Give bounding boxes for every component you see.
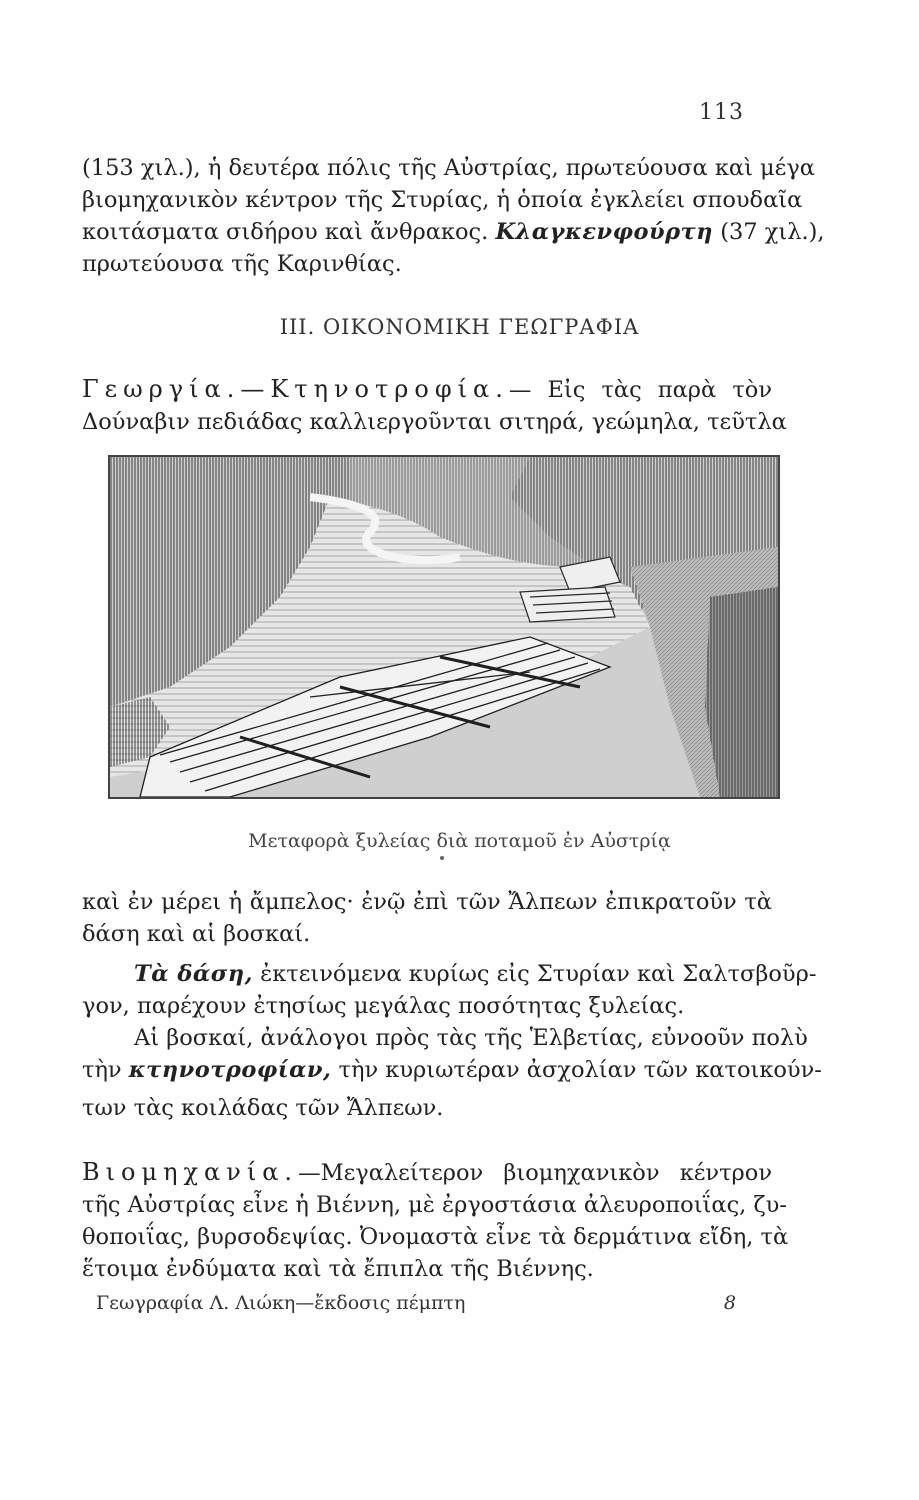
- text-line: τῆς Αὐστρίας εἶνε ἡ Βιέννη, μὲ ἐργοστάσια ἀλευροποιΐας, ζυ-: [82, 1192, 787, 1218]
- text-line: των τὰς κοιλάδας τῶν Ἄλπεων.: [82, 1095, 444, 1121]
- footer-publication: Γεωγραφία Λ. Λιώκη—ἔκδοσις πέμπτη: [96, 1292, 466, 1314]
- text-line: καὶ ἐν μέρει ἡ ἄμπελος· ἐνῷ ἐπὶ τῶν Ἄλπεων ἐπικρατοῦν τὰ: [82, 889, 772, 915]
- text-line: βιομηχανικὸν κέντρον τῆς Στυρίας, ἡ ὁποία ἐγκλείει σπουδαῖα: [82, 187, 803, 213]
- text-line: θοποιΐας, βυρσοδεψίας. Ὀνομαστὰ εἶνε τὰ δερμάτινα εἴδη, τὰ: [82, 1224, 789, 1250]
- text-line: Αἱ βοσκαί, ἀνάλογοι πρὸς τὰς τῆς Ἑλβετίας, εὐνοοῦν πολὺ: [134, 1025, 808, 1051]
- text-segment: τὴν κυριωτέραν ἀσχολίαν τῶν κατοικούν-: [338, 1057, 822, 1083]
- page-footer: [96, 1292, 736, 1314]
- text-line: δάση καὶ αἱ βοσκαί.: [82, 921, 311, 947]
- emphasized-term: κτηνοτροφίαν,: [128, 1057, 332, 1083]
- text-line: [82, 958, 817, 990]
- paragraph-vineyards: [82, 886, 772, 950]
- text-segment: ἐκτεινόμενα κυρίως εἰς Στυρίαν καὶ Σαλτσβοῦρ-: [260, 961, 817, 987]
- emphasized-term: Κλαγκενφούρτη: [495, 219, 714, 245]
- figure-caption: Μεταφορὰ ξυλείας διὰ ποταμοῦ ἐν Αὐστρίᾳ: [248, 830, 671, 852]
- text-segment: —Μεγαλείτερον βιομηχανικὸν κέντρον: [298, 1160, 772, 1186]
- text-line: (153 χιλ.), ἡ δευτέρα πόλις τῆς Αὐστρίας, πρωτεύουσα καὶ μέγα: [82, 155, 815, 181]
- text-line: πρωτεύουσα τῆς Καρινθίας.: [82, 251, 402, 277]
- text-line: γον, παρέχουν ἐτησίως μεγάλας ποσότητας ξυλείας.: [82, 993, 685, 1019]
- text-line: [82, 373, 772, 406]
- print-speck: [440, 856, 444, 860]
- text-line: Δούναβιν πεδιάδας καλλιεργοῦνται σιτηρά, γεώμηλα, τεῦτλα: [82, 409, 787, 435]
- text-segment: κοιτάσματα σιδήρου καὶ ἄνθρακος.: [82, 219, 489, 245]
- section-heading: Γεωργία.—Κτηνοτροφία.: [82, 375, 509, 403]
- text-segment: (37 χιλ.),: [720, 219, 825, 245]
- text-line: [82, 216, 825, 248]
- text-line: [82, 1156, 772, 1189]
- text-segment: τὴν: [82, 1057, 122, 1083]
- signature-mark: 8: [723, 1292, 736, 1314]
- paragraph-pastures: [82, 1022, 822, 1124]
- paragraph-agriculture: [82, 373, 787, 438]
- section-heading: Βιομηχανία.: [82, 1158, 299, 1186]
- paragraph-cities: [82, 152, 825, 280]
- engraving-image: [110, 457, 778, 797]
- page-number: 113: [699, 100, 744, 125]
- emphasized-term: Τὰ δάση,: [134, 961, 253, 987]
- illustration-timber-rafts: [108, 455, 780, 799]
- text-line: [82, 1054, 822, 1086]
- text-line: ἕτοιμα ἐνδύματα καὶ τὰ ἔπιπλα τῆς Βιέννης.: [82, 1256, 594, 1282]
- section-title: III. ΟΙΚΟΝΟΜΙΚΗ ΓΕΩΓΡΑΦΙΑ: [279, 315, 640, 339]
- paragraph-industry: [82, 1156, 789, 1285]
- paragraph-forests: [82, 958, 817, 1022]
- text-segment: — Εἰς τὰς παρὰ τὸν: [508, 377, 772, 403]
